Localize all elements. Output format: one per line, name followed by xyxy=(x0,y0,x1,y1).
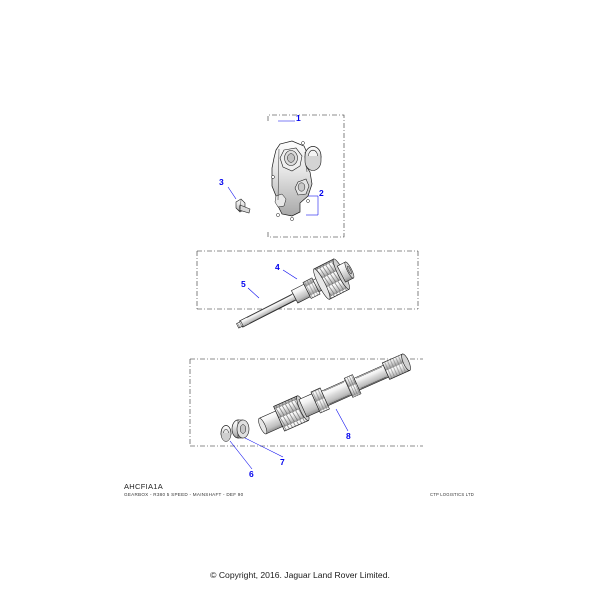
leader-2 xyxy=(306,196,318,215)
leader-5 xyxy=(248,288,259,298)
callout-5[interactable]: 5 xyxy=(241,279,246,289)
part-input-shaft xyxy=(230,254,359,342)
part-bolt xyxy=(236,199,250,213)
part-bearing-6 xyxy=(221,426,231,442)
part-description: GEARBOX - R380 5 SPEED - MAINSHAFT - DEF 90 xyxy=(124,492,244,497)
part-oil-seal xyxy=(305,147,321,171)
leader-6 xyxy=(230,441,252,469)
leader-7 xyxy=(243,437,283,457)
callout-3[interactable]: 3 xyxy=(219,177,224,187)
part-mainshaft xyxy=(255,349,414,440)
leader-3 xyxy=(228,187,236,199)
part-bearing-7 xyxy=(232,420,249,438)
callout-6[interactable]: 6 xyxy=(249,469,254,479)
publisher-label: CTP LOGISTICS LTD xyxy=(430,492,474,497)
callout-8[interactable]: 8 xyxy=(346,431,351,441)
part-code: AHCFIA1A xyxy=(124,482,164,491)
leader-8 xyxy=(336,409,348,431)
callout-7[interactable]: 7 xyxy=(280,457,285,467)
callout-2[interactable]: 2 xyxy=(319,188,324,198)
leader-4 xyxy=(283,270,297,279)
callout-1[interactable]: 1 xyxy=(296,113,301,123)
callout-4[interactable]: 4 xyxy=(275,262,280,272)
copyright-notice: © Copyright, 2016. Jaguar Land Rover Limited. xyxy=(210,570,390,580)
